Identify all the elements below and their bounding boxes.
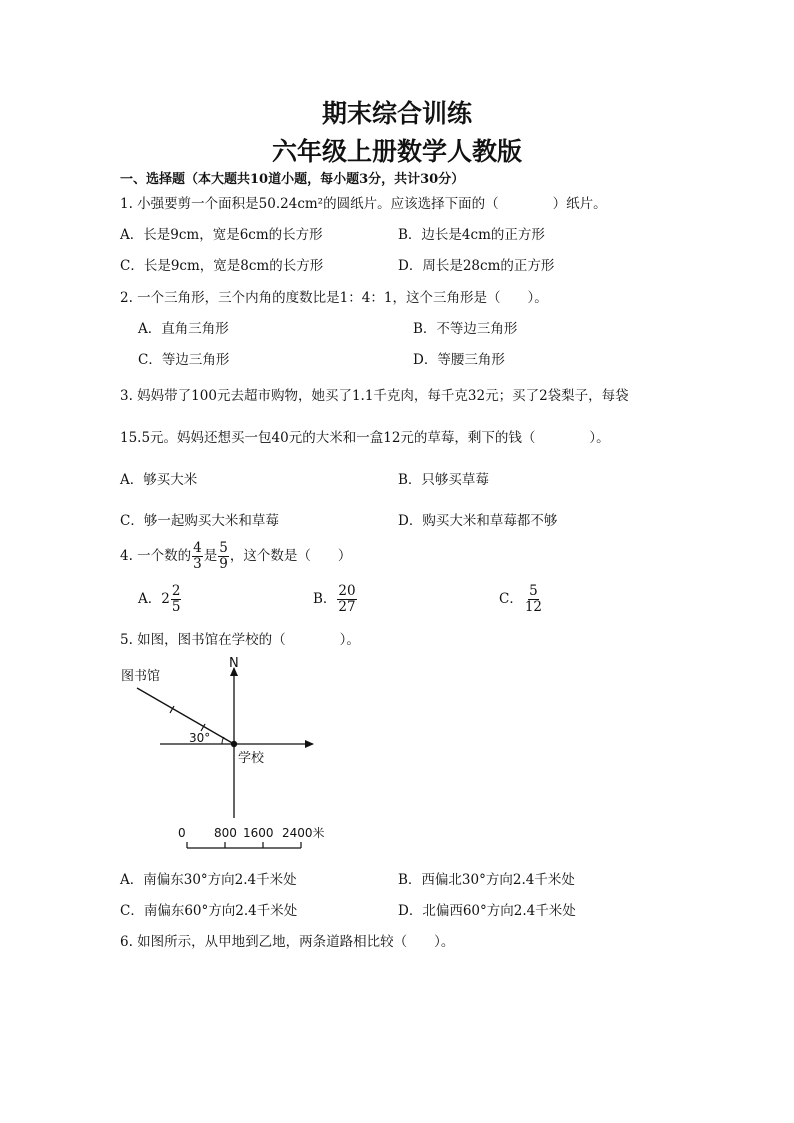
q4-f2-numerator: 5 [219,540,228,556]
q4-b-denominator: 27 [338,599,356,615]
q3-option-c: C．够一起购买大米和草莓 [120,513,279,529]
q4-b-numerator: 20 [338,583,356,599]
q2-stem: 2. 一个三角形，三个内角的度数比是1：4：1，这个三角形是（ ）。 [120,290,548,306]
q5-option-a: A．南偏东30°方向2.4千米处 [120,872,297,888]
q2-option-c: C．等边三角形 [138,352,230,368]
library-label: 图书馆 [121,669,161,684]
scale-label-800: 800 [214,826,237,840]
q1-option-c: C．长是9cm，宽是8cm的长方形 [120,258,324,274]
q4-mid: 是 [203,548,218,564]
q3-stem-line1: 3. 妈妈带了100元去超市购物，她买了1.1千克肉，每千克32元；买了2袋梨子，每袋 [120,388,629,404]
q4-f1-denominator: 3 [193,556,202,572]
q5-stem: 5. 如图，图书馆在学校的（ ）。 [120,632,360,648]
q4-b-label: B． [313,591,337,607]
q2-option-b: B．不等边三角形 [413,321,518,337]
q1-option-d: D．周长是28cm的正方形 [398,258,555,274]
q5-option-b: B．西偏北30°方向2.4千米处 [398,872,575,888]
q1-option-a: A．长是9cm，宽是6cm的长方形 [120,227,323,243]
angle-arc [222,737,224,744]
q1-option-b: B．边长是4cm的正方形 [398,227,545,243]
q4-c-label: C． [499,591,523,607]
q2-option-d: D．等腰三角形 [413,352,505,368]
q4-prefix: 4. 一个数的 [120,548,192,564]
q3-option-b: B．只够买草莓 [398,472,489,488]
scale-label-0: 0 [178,826,186,840]
q3-stem-line2: 15.5元。妈妈还想买一包40元的大米和一盒12元的草莓，剩下的钱（ ）。 [120,430,610,446]
library-direction-line [137,688,234,744]
angle-label: 30° [189,731,211,745]
school-label: 学校 [238,751,265,766]
school-point [231,741,237,747]
q4-suffix: ，这个数是（ ） [229,548,352,564]
scale-label-2400: 2400米 [282,826,325,840]
q5-option-d: D．北偏西60°方向2.4千米处 [398,903,576,919]
q3-option-a: A．够买大米 [120,472,198,488]
q4-a-label: A．2 [138,591,170,607]
q1-stem: 1. 小强要剪一个面积是50.24cm²的圆纸片。应该选择下面的（ ）纸片。 [120,196,607,212]
q4-a-denominator: 5 [171,599,181,615]
q4-a-numerator: 2 [171,583,181,599]
q4-f2-denominator: 9 [219,556,228,572]
scale-label-1600: 1600 [243,826,274,840]
q4-c-denominator: 12 [524,599,543,615]
page-subtitle: 六年级上册数学人教版 [271,137,522,166]
q3-option-d: D．购买大米和草莓都不够 [398,513,558,529]
q4-f1-numerator: 4 [193,540,202,556]
q5-option-c: C．南偏东60°方向2.4千米处 [120,903,298,919]
section-heading: 一、选择题（本大题共10道小题，每小题3分，共计30分） [120,172,465,187]
page-title: 期末综合训练 [321,99,472,128]
north-label: N [229,656,239,671]
q4-c-numerator: 5 [529,583,538,599]
q6-stem: 6. 如图所示，从甲地到乙地，两条道路相比较（ ）。 [120,934,455,950]
q2-option-a: A．直角三角形 [138,321,229,337]
